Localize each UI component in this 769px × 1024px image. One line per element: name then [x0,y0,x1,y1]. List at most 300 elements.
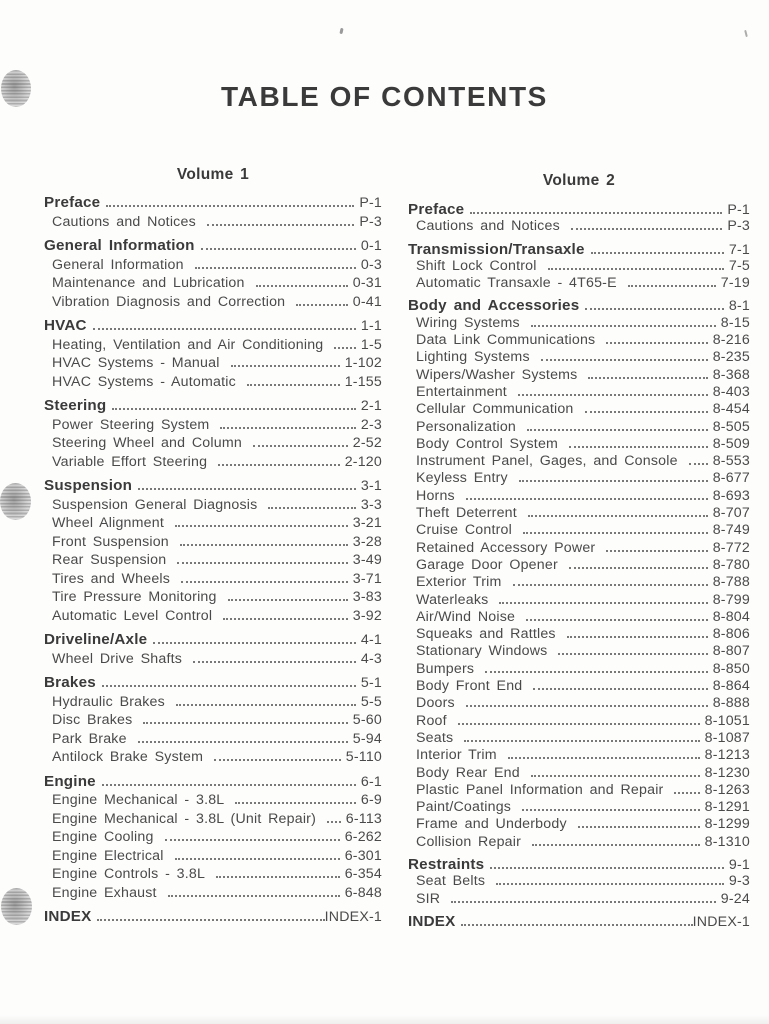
toc-section [408,241,750,293]
toc-column-volume-1 [44,166,382,927]
toc-entry-label: Seat Belts [416,873,486,890]
toc-section-row [408,241,750,258]
toc-entry-label: Disc Brakes [52,712,133,728]
dot-leader [175,858,340,860]
dot-leader [176,704,356,706]
dot-leader [180,544,348,546]
dot-leader [541,359,708,361]
toc-entry-row [408,713,750,730]
toc-entry-label: Engine Exhaust [52,884,157,901]
page-number: 3-49 [352,552,382,568]
dot-leader [519,480,708,482]
toc-entry-row [44,730,382,749]
toc-section [44,397,382,471]
toc-entry-row [44,828,382,847]
page-number: 5-94 [352,730,382,747]
toc-entry-row [44,256,382,275]
scan-artifact [744,30,748,37]
toc-entry-row [44,693,382,712]
page-number: 8-806 [712,626,750,643]
dot-leader [569,446,708,448]
dot-leader [168,895,340,897]
dot-leader [207,224,354,226]
toc-entry-label: Horns [416,487,455,504]
toc-entry-row [408,626,750,643]
dot-leader [585,308,724,310]
page-number: 2-3 [360,416,382,433]
dot-leader [253,445,348,447]
page-number: 9-24 [720,890,750,907]
dot-leader [102,685,356,687]
page-number: 6-848 [344,884,382,901]
toc-entry-label: Wheel Alignment [52,515,164,531]
toc-entry-row [408,643,750,660]
toc-section-row [408,856,750,873]
page-number: 3-1 [360,478,382,494]
toc-entry-label: Shift Lock Control [416,257,537,274]
toc-section-title: Body and Accessories [408,297,580,315]
toc-entry-row [44,588,382,607]
toc-section-title: Transmission/Transaxle [408,240,585,258]
toc-entry-row [44,748,382,767]
dot-leader [220,427,355,429]
toc-entry-row [44,336,382,355]
toc-entry-row [408,349,750,366]
toc-entry-label: Automatic Transaxle - 4T65-E [416,275,617,292]
toc-entry-row [44,607,382,626]
toc-entry-row [408,695,750,712]
toc-section-title: General Information [44,237,195,254]
toc-entry-row [44,373,382,392]
toc-entry-label: Doors [416,695,455,712]
toc-entry-row [44,293,382,312]
toc-entry-label: Lighting Systems [416,349,530,366]
page-number: 8-15 [720,314,750,331]
toc-section [408,297,750,851]
page-number: 6-1 [360,773,382,790]
toc-entry-row [44,496,382,515]
dot-leader [578,826,700,828]
toc-section [44,194,382,231]
dot-leader [464,740,699,742]
toc-entry-row [44,274,382,293]
toc-section-row [44,477,382,496]
toc-entry-label: SIR [416,890,441,907]
page-number: 8-677 [712,470,750,487]
page-number: 4-1 [360,632,382,648]
dot-leader [526,619,708,621]
page-number: 2-120 [344,453,382,470]
toc-entry-row [408,730,750,747]
page-number: 6-262 [344,829,382,845]
page-number: 0-1 [360,238,382,254]
toc-entry-label: Roof [416,712,447,729]
dot-leader [532,844,700,846]
toc-entry-label: Body Front End [416,678,523,695]
toc-entry-row [44,551,382,570]
page-number: 6-301 [344,847,382,864]
toc-section-title: Suspension [44,477,133,494]
toc-entry-label: General Information [52,256,184,273]
toc-entry-label: Instrument Panel, Gages, and Console [416,453,678,470]
page-number: 6-113 [345,810,382,827]
toc-section-row [44,773,382,792]
dot-leader [195,267,356,269]
page-number: 8-368 [712,366,750,383]
dot-leader [231,365,340,367]
toc-entry-label: Entertainment [416,383,507,400]
toc-entry-row [408,470,750,487]
volume-header: Volume 1 [176,166,250,183]
dot-leader [522,809,700,811]
dot-leader [523,532,708,534]
toc-entry-label: Cautions and Notices [416,218,560,235]
dot-leader [531,325,716,327]
toc-entry-row [408,609,750,626]
toc-section-row [44,317,382,336]
toc-entry-label: Stationary Windows [416,643,548,660]
page-number: P-3 [727,218,750,235]
toc-section-title: Brakes [44,674,96,691]
toc-entry-row [408,765,750,782]
toc-entry-row [408,747,750,764]
page-number: P-1 [359,195,382,211]
page-number: 3-92 [352,607,382,624]
dot-leader [533,688,707,690]
toc-section-title: INDEX [408,912,456,930]
page-number: 3-21 [352,515,382,531]
dot-leader [689,463,708,465]
toc-entry-row [408,873,750,890]
dot-leader [235,802,355,804]
toc-section-title: Steering [44,397,107,414]
toc-section [44,317,382,391]
toc-entry-label: Exterior Trim [416,574,502,591]
toc-entry-label: HVAC Systems - Automatic [52,373,236,390]
toc-entry-label: Garage Door Opener [416,556,558,573]
toc-section-title: Preface [408,201,465,218]
dot-leader [153,642,356,644]
toc-entry-label: Plastic Panel Information and Repair [416,781,664,798]
toc-entry-label: Tires and Wheels [52,570,171,587]
toc-section-row [44,674,382,693]
dot-leader [585,411,708,413]
binder-hole-icon [1,888,32,925]
dot-leader [228,599,348,601]
toc-entry-label: Rear Suspension [52,552,167,568]
page-number: 8-235 [712,349,750,366]
page-number: 0-41 [352,293,382,310]
toc-entry-row [408,505,750,522]
toc-entry-row [408,816,750,833]
page-number: 5-5 [360,693,382,710]
page-number: 1-102 [344,355,382,371]
page-number: 3-28 [352,533,382,550]
toc-entry-row [44,847,382,866]
toc-section-row [44,631,382,650]
dot-leader [606,342,707,344]
page-number: 8-1263 [704,781,750,798]
toc-entry-row [408,332,750,349]
scan-artifact [339,28,343,34]
toc-entry-row [44,884,382,903]
page-number: 5-60 [352,712,382,728]
toc-entry-row [408,574,750,591]
dot-leader [106,205,354,207]
toc-entry-label: Engine Cooling [52,829,154,845]
toc-entry-row [44,810,382,829]
page-number: 1-5 [360,336,382,353]
toc-section [44,631,382,668]
toc-entry-label: Seats [416,729,454,746]
toc-entry-row [44,354,382,373]
toc-entry-label: Cellular Communication [416,401,574,418]
dot-leader [177,562,347,564]
toc-entry-row [408,540,750,557]
dot-leader [181,581,348,583]
page-number: 2-52 [352,435,382,451]
toc-entry-row [408,678,750,695]
toc-section [408,913,750,930]
page-number: P-3 [359,213,382,230]
toc-entry-label: Squeaks and Rattles [416,626,556,643]
toc-entry-row [408,258,750,275]
dot-leader [513,584,708,586]
page-title: TABLE OF CONTENTS [221,81,548,112]
page-number: 5-1 [360,675,382,691]
toc-entry-row [408,315,750,332]
toc-section [44,908,382,927]
dot-leader [218,464,340,466]
page-number: 3-83 [352,589,382,605]
toc-entry-row [408,834,750,851]
dot-leader [567,636,708,638]
toc-section-row [408,913,750,930]
toc-entry-label: Front Suspension [52,533,169,550]
dot-leader [490,867,724,869]
toc-entry-label: Vibration Diagnosis and Correction [52,293,286,310]
toc-entry-row [408,275,750,292]
toc-entry-label: Steering Wheel and Column [52,435,242,451]
toc-entry-label: Heating, Ventilation and Air Conditioning [52,336,324,353]
toc-section [44,477,382,625]
dot-leader [112,408,356,410]
toc-entry-label: Wiring Systems [416,314,520,331]
dot-leader [97,919,324,921]
toc-entry-label: Theft Deterrent [416,505,517,522]
page-number: 8-1230 [704,764,750,781]
page-number: 8-1051 [704,712,750,729]
toc-entry-label: Hydraulic Brakes [52,693,165,710]
toc-section-title: Restraints [408,855,485,873]
page-number: 9-3 [728,873,750,890]
dot-leader [518,394,708,396]
dot-leader [143,722,347,724]
toc-entry-row [408,782,750,799]
dot-leader [674,792,699,794]
dot-leader [93,328,356,330]
toc-entry-row [44,434,382,453]
toc-entry-row [44,650,382,669]
toc-section-row [408,297,750,314]
toc-section-title: INDEX [44,908,92,925]
toc-entry-row [408,436,750,453]
page-number: 8-804 [712,608,750,625]
toc-entry-row [408,557,750,574]
toc-entry-label: Tire Pressure Monitoring [52,589,217,605]
page-number: 8-799 [712,591,750,608]
page-number: 8-772 [712,539,750,556]
page-number: 8-693 [712,487,750,504]
page-number: 8-1087 [704,729,750,746]
toc-entry-label: Retained Accessory Power [416,539,596,556]
toc-entry-row [44,514,382,533]
page-number: 6-354 [344,866,382,882]
page-number: 4-3 [360,650,382,667]
toc-section-row [44,194,382,213]
page-number: 3-3 [360,496,382,513]
page-number: 8-505 [712,418,750,435]
toc-section-row [408,201,750,218]
toc-entry-row [44,416,382,435]
dot-leader [223,618,348,620]
toc-entry-label: Paint/Coatings [416,799,512,816]
toc-entry-label: HVAC Systems - Manual [52,355,220,371]
dot-leader [458,723,700,725]
dot-leader [214,759,341,761]
dot-leader [531,775,700,777]
toc-entry-label: Suspension General Diagnosis [52,496,258,513]
toc-entry-label: Personalization [416,418,517,435]
page-number: 1-155 [344,373,382,390]
toc-section [44,773,382,903]
toc-entry-label: Wipers/Washer Systems [416,366,578,383]
toc-entry-label: Collision Repair [416,833,522,850]
toc-entry-row [44,453,382,472]
page-number: 8-1299 [704,816,750,833]
page-number: 8-780 [712,556,750,573]
toc-section-row [44,237,382,256]
page-number: INDEX-1 [324,909,382,925]
dot-leader [571,228,722,230]
toc-entry-row [408,799,750,816]
page-number: 8-216 [712,332,750,349]
page-number: 0-3 [360,256,382,273]
page-number: 8-553 [712,453,750,470]
toc-section [408,856,750,908]
toc-entry-row [408,891,750,908]
dot-leader [499,602,707,604]
toc-entry-row [408,367,750,384]
dot-leader [334,347,356,349]
toc-entry-label: Frame and Underbody [416,816,567,833]
page-number: 8-509 [712,435,750,452]
dot-leader [201,248,356,250]
dot-leader [588,377,707,379]
toc-entry-label: Engine Mechanical - 3.8L [52,792,225,808]
dot-leader [268,507,355,509]
toc-entry-label: Antilock Brake System [52,749,204,765]
page-number: 1-1 [360,318,382,334]
toc-column-volume-2 [408,172,750,930]
toc-entry-label: Bumpers [416,660,475,677]
page-number: 8-403 [712,383,750,400]
toc-section [408,201,750,236]
toc-entry-label: Engine Controls - 3.8L [52,866,206,882]
page-number: 3-71 [352,570,382,587]
dot-leader [451,901,716,903]
toc-entry-row [44,865,382,884]
volume-header: Volume 2 [542,172,616,189]
page-number: 8-864 [712,678,750,695]
toc-entry-label: Park Brake [52,730,127,747]
page-number: 0-31 [352,275,382,291]
page-number: 8-1310 [704,833,750,850]
toc-entry-label: Maintenance and Lubrication [52,275,245,291]
dot-leader [628,285,716,287]
toc-entry-row [408,522,750,539]
dot-leader [461,924,692,926]
dot-leader [591,252,724,254]
page-number: 7-5 [728,257,750,274]
dot-leader [247,384,340,386]
toc-entry-label: Air/Wind Noise [416,608,516,625]
toc-entry-row [408,453,750,470]
toc-entry-row [44,791,382,810]
toc-section [44,237,382,311]
dot-leader [296,304,348,306]
toc-entry-row [44,711,382,730]
dot-leader [485,671,708,673]
toc-section-title: Driveline/Axle [44,631,148,648]
binder-hole-icon [0,483,31,520]
dot-leader [496,883,724,885]
toc-section-title: Engine [44,772,96,790]
toc-entry-label: Body Control System [416,435,559,452]
toc-entry-row [408,488,750,505]
dot-leader [606,550,707,552]
toc-entry-label: Engine Electrical [52,847,164,864]
dot-leader [569,567,708,569]
toc-entry-label: Interior Trim [416,747,497,764]
toc-entry-label: Engine Mechanical - 3.8L (Unit Repair) [52,810,317,827]
toc-entry-row [44,533,382,552]
toc-entry-row [408,384,750,401]
dot-leader [138,488,356,490]
toc-entry-row [408,401,750,418]
toc-section [44,674,382,767]
page-number: 2-1 [360,398,382,414]
toc-entry-label: Data Link Communications [416,332,596,349]
toc-section-title: Preface [44,194,101,211]
dot-leader [558,653,707,655]
page-number: 8-1213 [704,747,750,764]
toc-section-row [44,908,382,927]
toc-entry-row [408,592,750,609]
dot-leader [256,285,348,287]
page-number: P-1 [727,202,750,218]
page-number: INDEX-1 [692,913,750,930]
toc-entry-label: Power Steering System [52,416,210,433]
page-number: 7-19 [720,275,750,292]
page-number: 8-454 [712,401,750,418]
page-number: 8-788 [712,574,750,591]
page-number: 7-1 [728,241,750,258]
dot-leader [175,525,348,527]
toc-entry-label: Wheel Drive Shafts [52,650,183,667]
toc-entry-label: Variable Effort Steering [52,453,208,470]
dot-leader [548,268,724,270]
